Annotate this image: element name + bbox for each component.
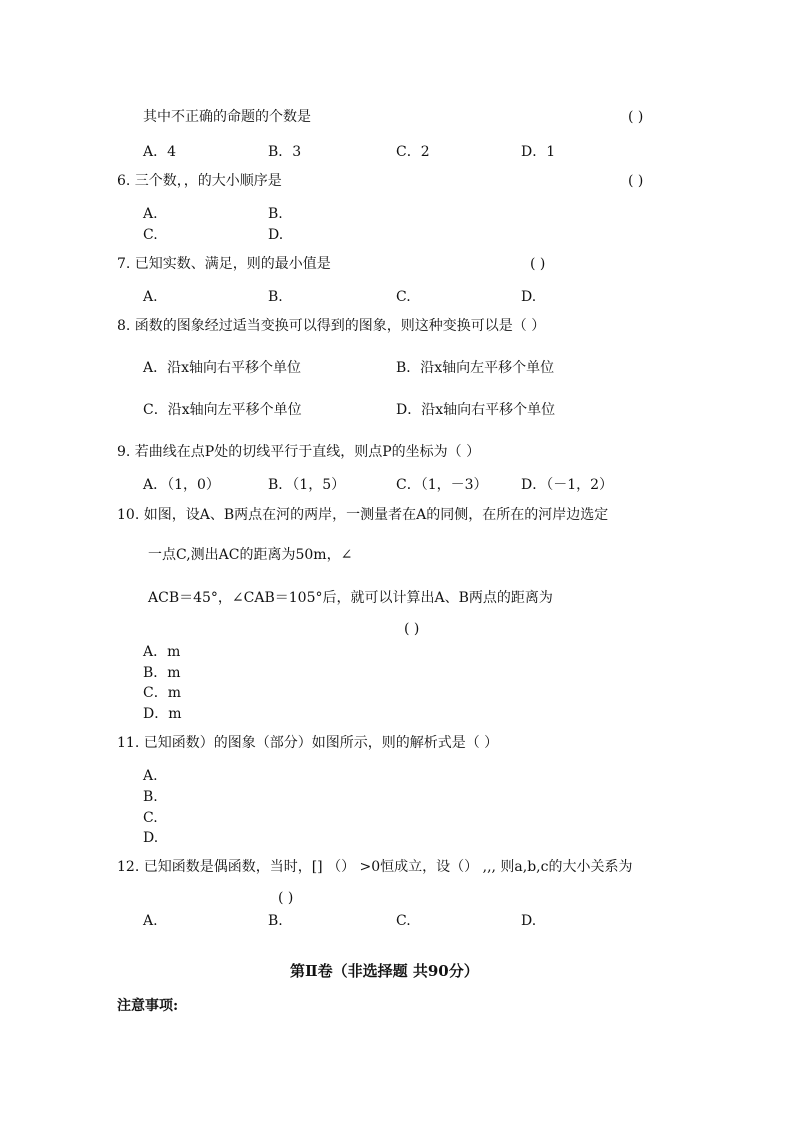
q5-answer-paren: ( ) xyxy=(628,109,644,125)
q10-line3: ACB＝45°，∠CAB＝105°后，就可以计算出A、B两点的距离为 xyxy=(148,590,553,606)
q7-option-d: D. xyxy=(521,289,537,305)
q5-option-c: C．2 xyxy=(396,144,430,160)
q5-option-a: A．4 xyxy=(143,144,177,160)
q5-stem: 其中不正确的命题的个数是 xyxy=(143,109,311,125)
q6-option-c: C. xyxy=(143,227,158,243)
q8-option-c: C．沿x轴向左平移个单位 xyxy=(143,402,302,418)
q11-option-d: D. xyxy=(143,830,159,846)
q7-stem: 7. 已知实数、满足，则的最小值是 xyxy=(117,256,331,272)
q6-stem: 6. 三个数，，的大小顺序是 xyxy=(117,173,282,189)
q8-option-a: A．沿x轴向右平移个单位 xyxy=(143,360,302,376)
q10-option-a: A．m xyxy=(143,644,181,660)
q8-option-d: D．沿x轴向右平移个单位 xyxy=(396,402,556,418)
q6-option-d: D. xyxy=(268,227,284,243)
q10-line2: 一点C,测出AC的距离为50m，∠ xyxy=(148,547,353,563)
q10-stem: 10. 如图，设A、B两点在河的两岸，一测量者在A的同侧，在所在的河岸边选定 xyxy=(117,507,609,523)
q7-option-a: A. xyxy=(143,289,158,305)
q7-option-c: C. xyxy=(396,289,411,305)
q12-option-d: D. xyxy=(521,913,537,929)
q10-answer-paren: ( ) xyxy=(404,621,420,637)
section2-notice: 注意事项: xyxy=(117,998,179,1014)
q9-option-d: D．（－1，2） xyxy=(521,477,614,493)
q5-option-d: D．1 xyxy=(521,144,556,160)
q8-stem: 8. 函数的图象经过适当变换可以得到的图象，则这种变换可以是（ ） xyxy=(117,318,546,334)
q6-option-a: A. xyxy=(143,206,158,222)
q12-answer-paren: ( ) xyxy=(278,890,294,906)
q8-option-b: B．沿x轴向左平移个单位 xyxy=(396,360,555,376)
q6-option-b: B. xyxy=(268,206,283,222)
q7-option-b: B. xyxy=(268,289,283,305)
q11-option-c: C. xyxy=(143,810,158,826)
q12-stem: 12. 已知函数是偶函数，当时，[] （） >0恒成立，设（） ,,, 则a,b,c的大小关系为 xyxy=(117,859,633,875)
q12-option-b: B. xyxy=(268,913,283,929)
q10-option-d: D．m xyxy=(143,706,182,722)
q12-option-a: A. xyxy=(143,913,158,929)
q7-answer-paren: ( ) xyxy=(530,256,546,272)
q11-option-b: B. xyxy=(143,789,158,805)
q10-option-b: B．m xyxy=(143,665,181,681)
q9-option-a: A．（1，0） xyxy=(143,477,220,493)
q9-option-c: C．（1，－3） xyxy=(396,477,488,493)
q11-stem: 11. 已知函数）的图象（部分）如图所示，则的解析式是（ ） xyxy=(117,735,499,751)
q5-option-b: B．3 xyxy=(268,144,302,160)
section2-title: 第Ⅱ卷（非选择题 共90分） xyxy=(290,962,479,980)
q10-option-c: C．m xyxy=(143,685,181,701)
q9-stem: 9. 若曲线在点P处的切线平行于直线，则点P的坐标为（ ） xyxy=(117,444,481,460)
q9-option-b: B．（1，5） xyxy=(268,477,346,493)
q6-answer-paren: ( ) xyxy=(628,173,644,189)
q11-option-a: A. xyxy=(143,768,158,784)
q12-option-c: C. xyxy=(396,913,411,929)
